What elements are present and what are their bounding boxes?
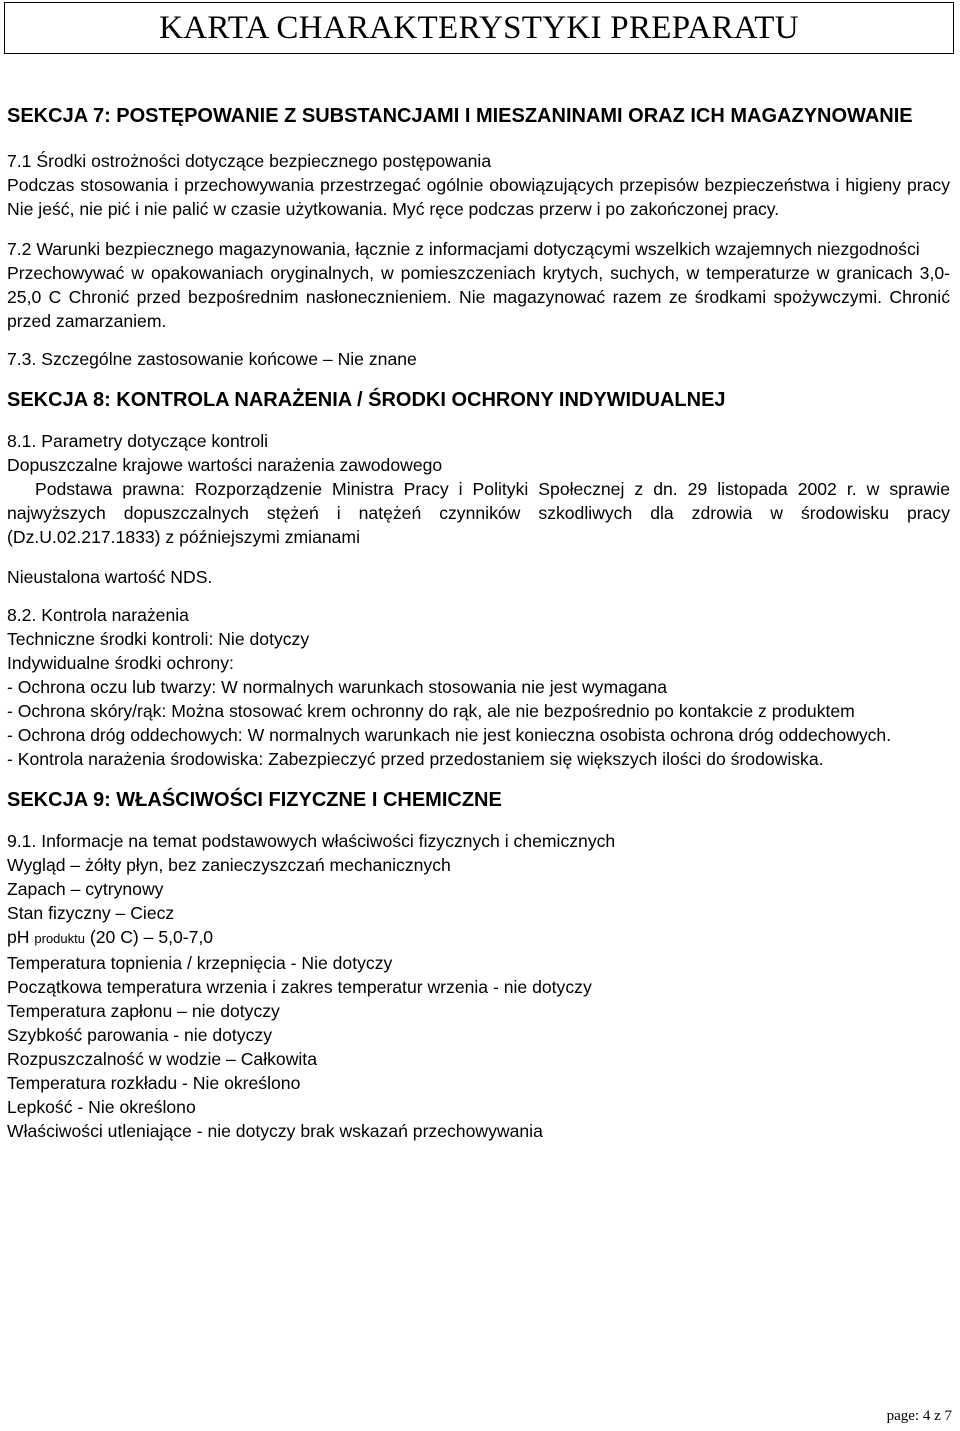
document-content <box>7 103 950 1143</box>
property-state: Stan fizyczny – Ciecz <box>7 903 175 923</box>
ph-subscript: produktu <box>34 931 85 946</box>
subsection-8-1-line: Dopuszczalne krajowe wartości narażenia zawodowego <box>7 455 443 475</box>
property-flash-point: Temperatura zapłonu – nie dotyczy <box>7 1001 280 1021</box>
legal-basis-text: Podstawa prawna: Rozporządzenie Ministra Pracy i Polityki Społecznej z dn. 29 listopada 2002 r. w sprawie najwyższych dopuszczalnych stężeń i natężeń czynników szkodliwych dla zdrowia w środowisku pracy (Dz.U.02.217.1833) z późniejszymi zmianami <box>7 479 950 547</box>
document-title: KARTA CHARAKTERYSTYKI PREPARATU <box>4 2 954 54</box>
subsection-8-2-title: 8.2. Kontrola narażenia <box>7 605 189 625</box>
ph-value: (20 C) – 5,0-7,0 <box>84 927 214 947</box>
property-odour: Zapach – cytrynowy <box>7 879 164 899</box>
technical-controls: Techniczne środki kontroli: Nie dotyczy <box>7 629 310 649</box>
section-9-heading: SEKCJA 9: WŁAŚCIWOŚCI FIZYCZNE I CHEMICZNE <box>7 789 502 811</box>
property-decomposition: Temperatura rozkładu - Nie określono <box>7 1073 301 1093</box>
section-7-heading: SEKCJA 7: POSTĘPOWANIE Z SUBSTANCJAMI I MIESZANINAMI ORAZ ICH MAGAZYNOWANIE <box>7 105 913 127</box>
subsection-9-1-title: 9.1. Informacje na temat podstawowych właściwości fizycznych i chemicznych <box>7 831 616 851</box>
property-appearance: Wygląd – żółty płyn, bez zanieczyszczań mechanicznych <box>7 855 451 875</box>
nds-value: Nieustalona wartość NDS. <box>7 567 213 587</box>
subsection-7-2-text: Przechowywać w opakowaniach oryginalnych, w pomieszczeniach krytych, suchych, w temperaturze w granicach 3,0- 25,0 C Chronić przed bezpośrednim nasłonecznieniem. Nie magazynować razem ze środkami spożywczymi. Chronić przed zamarzaniem. <box>7 263 950 331</box>
property-solubility: Rozpuszczalność w wodzie – Całkowita <box>7 1049 317 1069</box>
page-number: page: 4 z 7 <box>886 1408 952 1424</box>
property-ph <box>7 925 950 951</box>
property-evaporation: Szybkość parowania - nie dotyczy <box>7 1025 273 1045</box>
respiratory-protection: - Ochrona dróg oddechowych: W normalnych warunkach nie jest konieczna osobista ochrona dróg oddechowych. <box>7 725 892 745</box>
subsection-7-1-title: 7.1 Środki ostrożności dotyczące bezpiecznego postępowania <box>7 151 492 171</box>
eye-protection: - Ochrona oczu lub twarzy: W normalnych warunkach stosowania nie jest wymagana <box>7 677 668 697</box>
individual-protection: Indywidualne środki ochrony: <box>7 653 234 673</box>
subsection-7-2-title: 7.2 Warunki bezpiecznego magazynowania, łącznie z informacjami dotyczącymi wszelkich wzajemnych niezgodności <box>7 239 920 259</box>
property-boiling: Początkowa temperatura wrzenia i zakres temperatur wrzenia - nie dotyczy <box>7 977 592 997</box>
property-melting: Temperatura topnienia / krzepnięcia - Nie dotyczy <box>7 953 393 973</box>
property-viscosity: Lepkość - Nie określono <box>7 1097 196 1117</box>
property-oxidizing: Właściwości utleniające - nie dotyczy brak wskazań przechowywania <box>7 1121 543 1141</box>
ph-label: pH <box>7 927 35 947</box>
skin-protection: - Ochrona skóry/rąk: Można stosować krem ochronny do rąk, ale nie bezpośrednio po kontakcie z produktem <box>7 701 855 721</box>
subsection-7-3-text: 7.3. Szczególne zastosowanie końcowe – Nie znane <box>7 349 417 369</box>
environmental-exposure: - Kontrola narażenia środowiska: Zabezpieczyć przed przedostaniem się większych ilości do środowiska. <box>7 749 824 769</box>
subsection-7-1-text: Podczas stosowania i przechowywania przestrzegać ogólnie obowiązujących przepisów bezpieczeństwa i higieny pracy Nie jeść, nie pić i nie palić w czasie użytkowania. Myć ręce podczas przerw i po zakończonej pracy. <box>7 175 950 219</box>
section-8-heading: SEKCJA 8: KONTROLA NARAŻENIA / ŚRODKI OCHRONY INDYWIDUALNEJ <box>7 389 726 411</box>
subsection-8-1-title: 8.1. Parametry dotyczące kontroli <box>7 431 269 451</box>
